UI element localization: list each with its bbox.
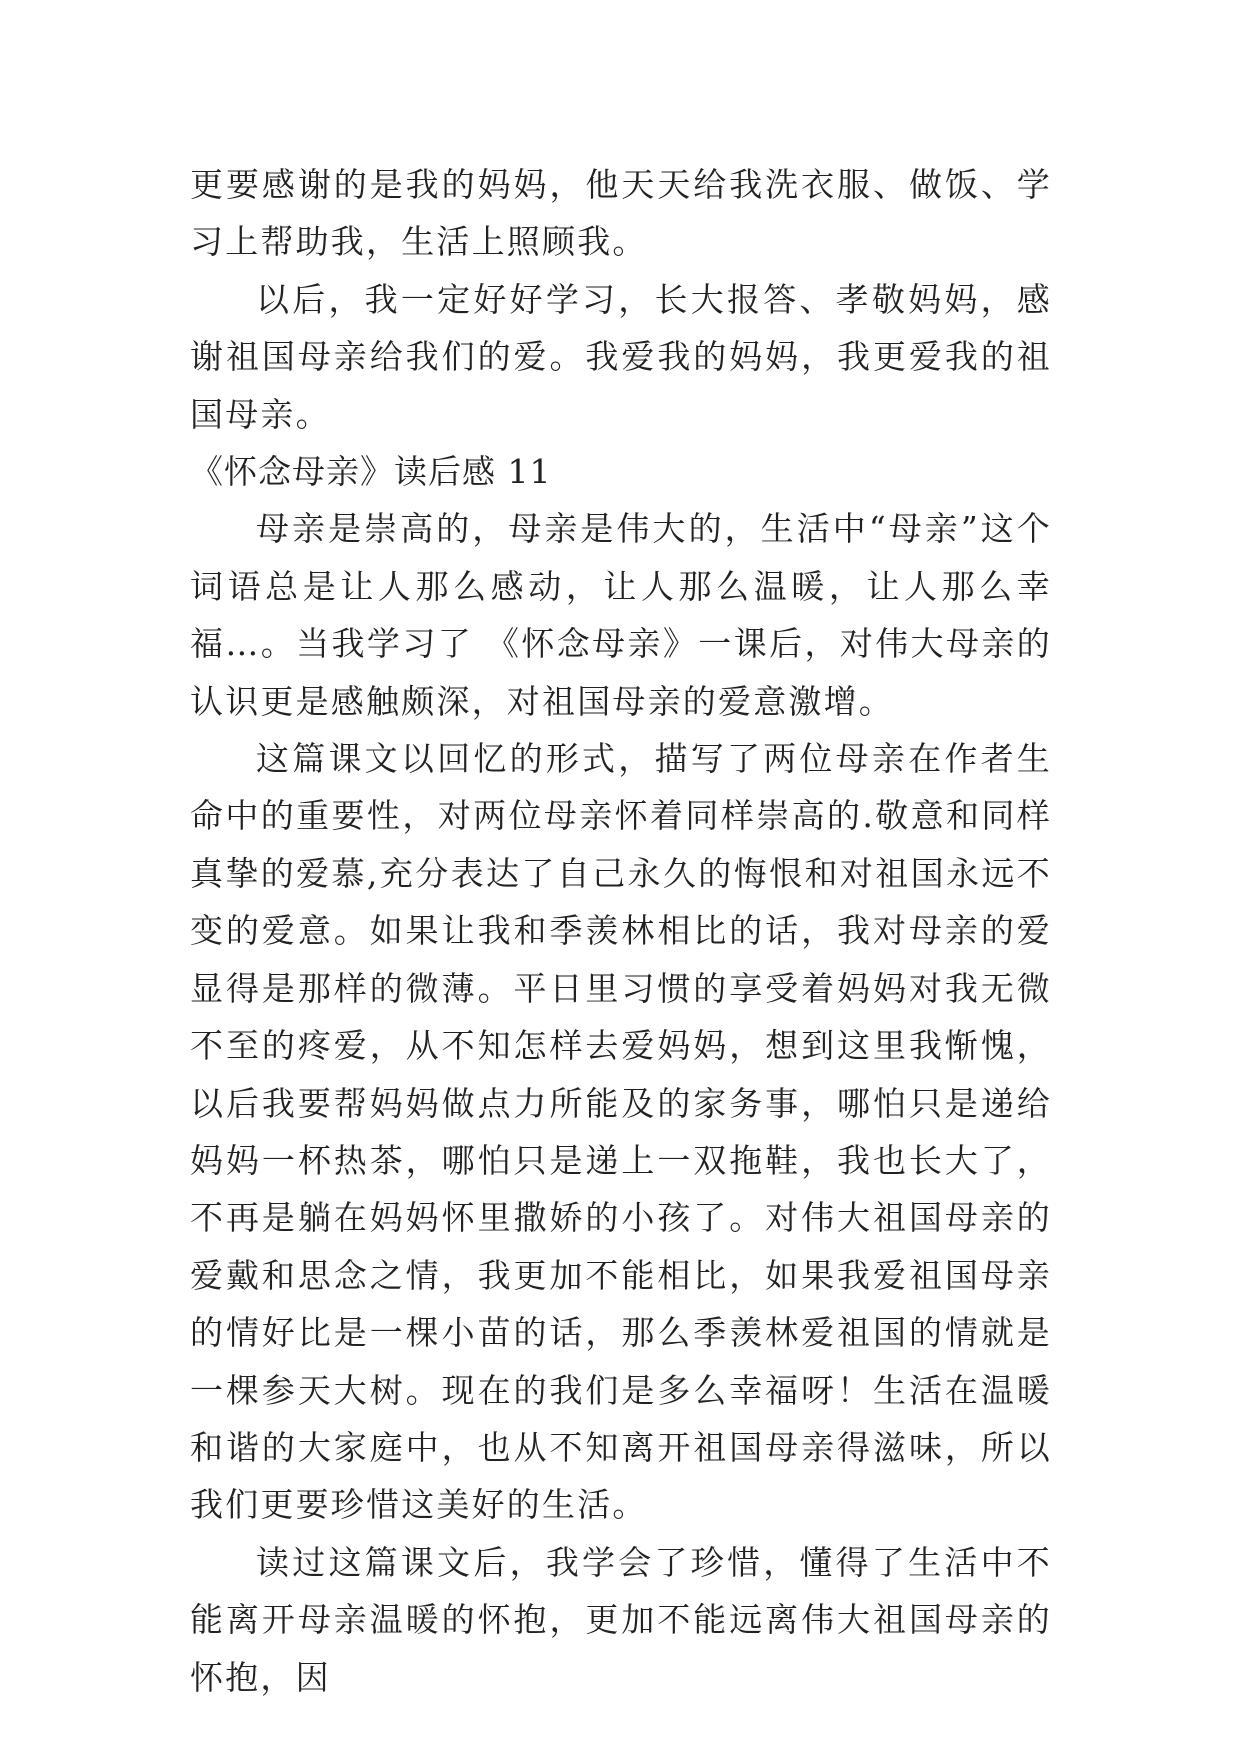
paragraph: 读过这篇课文后，我学会了珍惜，懂得了生活中不能离开母亲温暖的怀抱，更加不能远离伟大祖国母亲的怀抱，因 xyxy=(190,1542,1052,1697)
paragraph: 这篇课文以回忆的形式，描写了两位母亲在作者生命中的重要性，对两位母亲怀着同样崇高的.敬意和同样真挚的爱慕,充分表达了自己永久的悔恨和对祖国永远不变的爱意。如果让我和季羡林相比的话，我对母亲的爱显得是那样的微薄。平日里习惯的享受着妈妈对我无微不至的疼爱，从不知怎样去爱妈妈，想到这里我惭愧，以后我要帮妈妈做点力所能及的家务事，哪怕只是递给妈妈一杯热茶，哪怕只是递上一双拖鞋，我也长大了，不再是躺在妈妈怀里撒娇的小孩了。对伟大祖国母亲的爱戴和思念之情，我更加不能相比，如果我爱祖国母亲的情好比是一棵小苗的话，那么季羡林爱祖国的情就是一棵参天大树。现在的我们是多么幸福呀！生活在温暖和谐的大家庭中，也从不知离开祖国母亲得滋味，所以我们更要珍惜这美好的生活。 xyxy=(190,739,1052,1525)
paragraph: 以后，我一定好好学习，长大报答、孝敬妈妈，感谢祖国母亲给我们的爱。我爱我的妈妈，我更爱我的祖国母亲。 xyxy=(190,279,1052,434)
paragraph: 母亲是崇高的，母亲是伟大的，生活中“母亲”这个词语总是让人那么感动，让人那么温暖，让人那么幸福…。当我学习了 《怀念母亲》一课后，对伟大母亲的认识更是感触颇深，对祖国母亲的爱意激增。 xyxy=(190,509,1052,721)
paragraph: 更要感谢的是我的妈妈，他天天给我洗衣服、做饭、学习上帮助我，生活上照顾我。 xyxy=(190,165,1052,262)
document-body xyxy=(190,156,1052,1706)
section-heading: 《怀念母亲》读后感 11 xyxy=(190,452,552,492)
